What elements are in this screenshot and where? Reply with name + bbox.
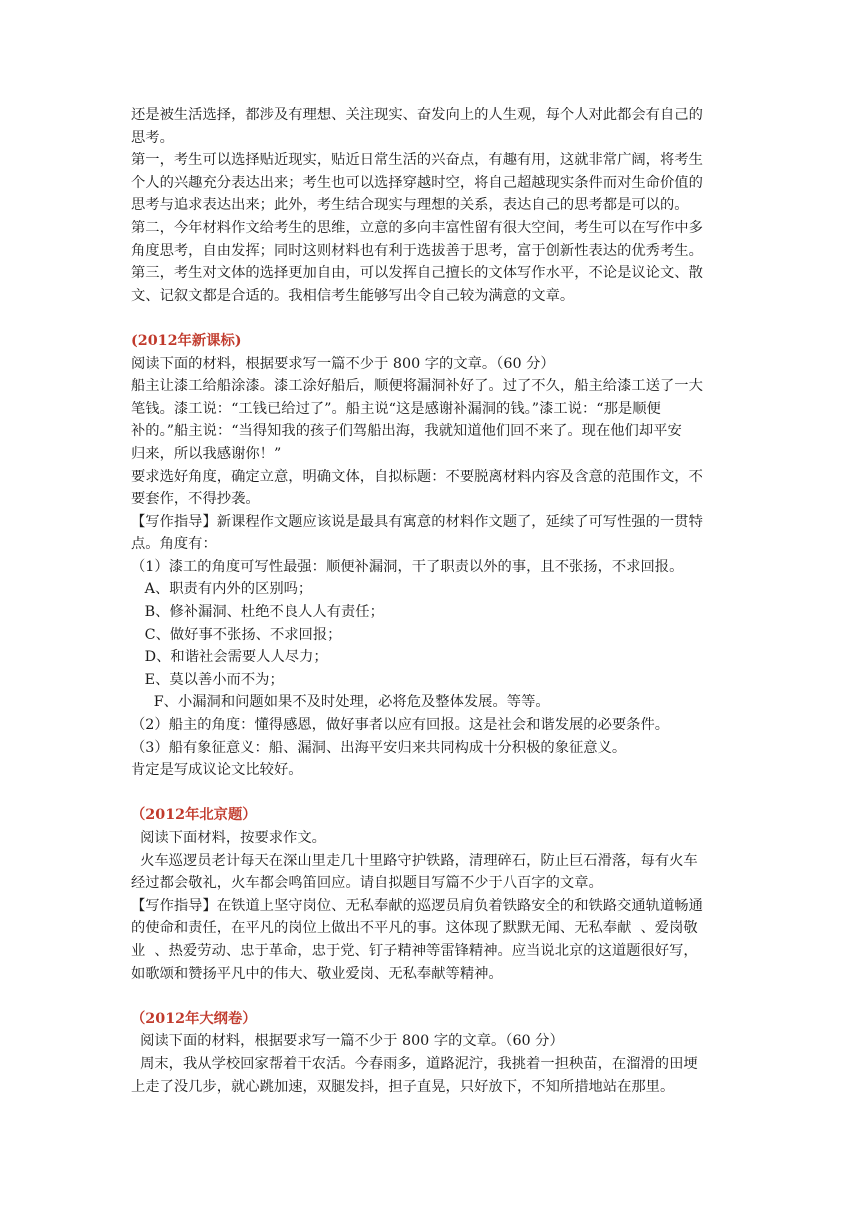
section-line: D、和谐社会需要人人尽力； (131, 649, 328, 666)
intro-line: 还是被生活选择，都涉及有理想、关注现实、奋发向上的人生观，每个人对此都会有自己的 (131, 107, 703, 123)
section-line: 肯定是写成议论文比较好。 (131, 762, 303, 779)
section-heading-title: 大纲卷） (199, 1010, 257, 1027)
section-line: F、小漏洞和问题如果不及时处理，必将危及整体发展。等等。 (131, 694, 550, 711)
section-heading (131, 1008, 731, 1031)
section-line: 经过都会敬礼，火车都会鸣笛回应。请自拟题目写篇不少于八百字的文章。 (131, 875, 603, 892)
section-line: C、做好事不张扬、不求回报； (131, 626, 342, 643)
intro-block (131, 104, 731, 307)
intro-line: 第三，考生对文体的选择更加自由，可以发挥自己擅长的文体写作水平，不论是议论文、散 (131, 265, 703, 282)
section-line: 归来，所以我感谢你！” (131, 445, 282, 462)
intro-line: 思考。 (131, 129, 174, 146)
section-line: 要套作，不得抄袭。 (131, 491, 260, 508)
section-line: 的使命和责任，在平凡的岗位上做出不平凡的事。这体现了默默无闻、无私奉献 、爱岗敬 (131, 920, 698, 937)
sections-block (131, 307, 731, 1098)
section-heading-year: （2012年 (131, 1010, 200, 1027)
section-line: 如歌颂和赞扬平凡中的伟大、敬业爱岗、无私奉献等精神。 (131, 965, 503, 982)
section-line: 【写作指导】在铁道上坚守岗位、无私奉献的巡逻员肩负着铁路安全的和铁路交通轨道畅通 (131, 897, 703, 914)
section-line: （1）漆工的角度可写性最强：顺便补漏洞，干了职责以外的事，且不张扬，不求回报。 (131, 558, 684, 575)
section-line: 阅读下面的材料，根据要求写一篇不少于 800 字的文章。（60 分） (131, 355, 555, 372)
section-line: 业 、热爱劳动、忠于革命，忠于党、钉子精神等雷锋精神。应当说北京的这道题很好写， (131, 942, 698, 959)
section-spacer (131, 985, 731, 1008)
section-line: （3）船有象征意义：船、漏洞、出海平安归来共同构成十分积极的象征意义。 (131, 739, 627, 756)
section-line: 上走了没几步，就心跳加速，双腿发抖，担子直晃，只好放下，不知所措地站在那里。 (131, 1078, 675, 1095)
section-line: 阅读下面的材料，根据要求写一篇不少于 800 字的文章。（60 分） (131, 1033, 564, 1050)
section-line: 点。角度有： (131, 536, 217, 553)
section-line: （2）船主的角度：懂得感恩，做好事者以应有回报。这是社会和谐发展的必要条件。 (131, 717, 670, 734)
section-heading-title: 北京题） (199, 807, 257, 824)
section-line: 【写作指导】新课程作文题应该说是最具有寓意的材料作文题了，延续了可写性强的一贯特 (131, 513, 703, 530)
section-spacer (131, 307, 731, 330)
intro-line: 文、记叙文都是合适的。我相信考生能够写出令自己较为满意的文章。 (131, 287, 575, 304)
section-line: B、修补漏洞、杜绝不良人人有责任； (131, 604, 384, 621)
section-heading-title: 新课标) (191, 332, 242, 349)
section-line: 补的。”船主说：“当得知我的孩子们驾船出海，我就知道他们回不来了。现在他们却平安 (131, 423, 682, 440)
section-heading (131, 330, 731, 353)
section-line: 周末，我从学校回家帮着干农活。今春雨多，道路泥泞，我挑着一担秧苗，在溜滑的田埂 (131, 1055, 698, 1072)
section-spacer (131, 782, 731, 805)
intro-line: 思考与追求表达出来；此外，考生结合现实与理想的关系，表达自己的思考都是可以的。 (131, 197, 689, 214)
section-line: E、莫以善小而不为； (131, 671, 284, 688)
intro-line: 第一，考生可以选择贴近现实，贴近日常生活的兴奋点，有趣有用，这就非常广阔，将考生 (131, 152, 703, 169)
intro-line: 个人的兴趣充分表达出来；考生也可以选择穿越时空，将自己超越现实条件而对生命价值的 (131, 174, 703, 191)
section-heading (131, 804, 731, 827)
intro-line: 第二，今年材料作文给考生的思维，立意的多向丰富性留有很大空间，考生可以在写作中多 (131, 219, 703, 236)
section-line: 要求选好角度，确定立意，明确文体，自拟标题：不要脱离材料内容及含意的范围作文，不 (131, 468, 703, 485)
section-line: 笔钱。漆工说：“工钱已给过了”。船主说“这是感谢补漏洞的钱。”漆工说：“那是顺便 (131, 400, 661, 417)
section-line: 火车巡逻员老计每天在深山里走几十里路守护铁路，清理碎石，防止巨石滑落，每有火车 (131, 852, 698, 869)
section-line: 阅读下面材料，按要求作文。 (131, 830, 326, 846)
document-body (131, 104, 731, 1098)
intro-line: 角度思考，自由发挥；同时这则材料也有利于选拔善于思考，富于创新性表达的优秀考生。 (131, 242, 703, 259)
section-heading-year: (2012年 (131, 332, 192, 349)
section-line: 船主让漆工给船涂漆。漆工涂好船后，顺便将漏洞补好了。过了不久，船主给漆工送了一大 (131, 378, 703, 395)
section-heading-year: （2012年 (131, 807, 200, 824)
section-line: A、职责有内外的区别吗； (131, 581, 313, 598)
